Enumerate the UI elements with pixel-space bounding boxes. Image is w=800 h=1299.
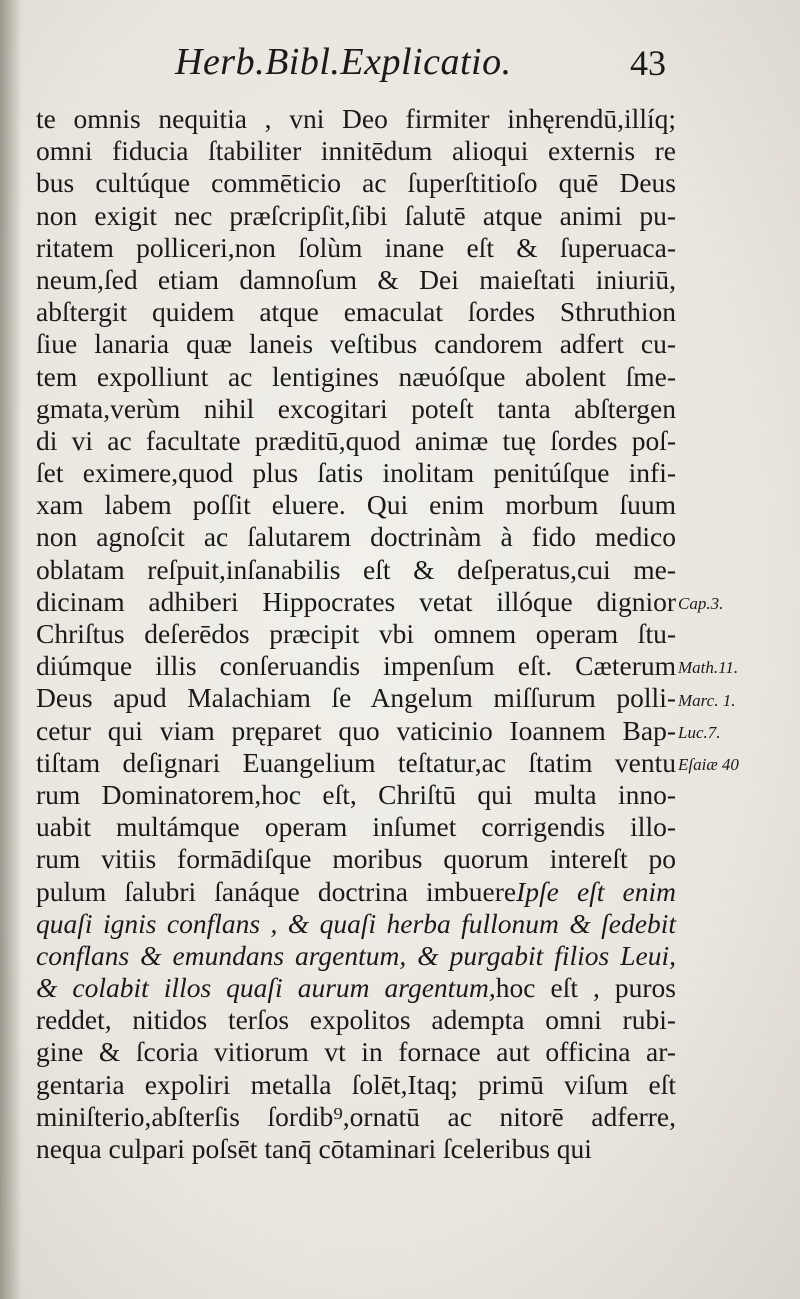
text-line-content: non agnoſcit ac ſalutarem doctrinàm à fido medico [36, 521, 676, 553]
margin-notes [678, 0, 796, 1299]
text-line-content: oblatam reſpuit,inſanabilis eſt & deſperatus,cui me- [36, 553, 676, 585]
margin-note: Eſaiæ 40 [678, 755, 739, 774]
text-line [36, 521, 676, 553]
page-number: 43 [630, 43, 666, 83]
text-line-italic: conflans & emundans argentum, & purgabit filios Leui, [36, 939, 676, 971]
text-line [36, 554, 676, 586]
text-line [36, 1004, 676, 1036]
text-line [36, 747, 676, 779]
page-gutter-shadow [0, 0, 22, 1299]
margin-note: Luc.7. [678, 722, 721, 742]
text-line-content: cetur qui viam pręparet quo vaticinio Ioannem Bap- [36, 714, 676, 746]
text-line-content: diúmque illis conſeruandis impenſum eſt. Cæterum [36, 650, 676, 682]
text-line [36, 1036, 676, 1068]
text-line [36, 843, 676, 875]
margin-note: Cap.3. [678, 594, 724, 613]
text-line [36, 361, 676, 393]
text-line [36, 393, 676, 425]
margin-note: Marc. 1. [678, 690, 736, 710]
text-line-content: dicinam adhiberi Hippocrates vetat illóque dignior [36, 585, 676, 617]
text-line-content: xam labem poſſit eluere. Qui enim morbum ſuum [36, 489, 676, 521]
text-line [36, 296, 676, 328]
text-line-content: ſiue lanaria quæ laneis veſtibus candorem adfert cu- [36, 328, 676, 360]
text-line [36, 135, 676, 167]
text-line-roman: pulum ſalubri ſanáque doctrina imbuere [36, 875, 517, 907]
main-text-block [36, 103, 676, 1165]
text-line-italic: quaſi ignis conflans , & quaſi herba fullonum & ſedebit [36, 907, 676, 939]
text-line [36, 103, 676, 135]
text-line-content: rum vitiis formādiſque moribus quorum intereſt po [36, 843, 676, 875]
text-line [36, 682, 676, 714]
text-line [36, 232, 676, 264]
text-line-content: rum Dominatorem,hoc eſt, Chriſtū qui multa inno- [36, 778, 676, 810]
text-line-content: reddet, nitidos terſos expolitos adempta omni rubi- [36, 1004, 676, 1036]
text-line [36, 200, 676, 232]
text-line [36, 1069, 676, 1101]
text-line [36, 264, 676, 296]
text-line [36, 1101, 676, 1133]
text-line [36, 586, 676, 618]
text-line-content: uabit multámque operam inſumet corrigendis illo- [36, 811, 676, 843]
text-line-roman: hoc eſt , puros [495, 972, 676, 1004]
text-line [36, 650, 676, 682]
text-line-content: omni fiducia ſtabiliter innitēdum alioqui externis re [36, 135, 676, 167]
text-line-italic: Ipſe eſt enim [516, 875, 676, 907]
text-line [36, 425, 676, 457]
text-line-content: bus cultúque commēticio ac ſuperſtitioſo quē Deus [36, 167, 676, 199]
text-line [36, 167, 676, 199]
text-line-content: miniſterio,abſterſis ſordib⁹,ornatū ac nitorē adferre, [36, 1100, 676, 1132]
page-header [175, 40, 695, 90]
text-line-italic: & colabit illos quaſi aurum argentum, [36, 972, 496, 1004]
text-line [36, 1133, 676, 1165]
margin-note: Math.11. [678, 658, 739, 678]
text-line [36, 457, 676, 489]
text-line [36, 489, 676, 521]
text-line [36, 908, 676, 940]
running-head: Herb.Bibl.Explicatio. [175, 41, 512, 83]
text-line [36, 618, 676, 650]
text-line [36, 940, 676, 972]
text-line-content: tem expolliunt ac lentigines næuóſque abolent ſme- [36, 360, 676, 392]
text-line [36, 715, 676, 747]
text-line [36, 328, 676, 360]
text-line-content: Deus apud Malachiam ſe Angelum miſſurum polli- [36, 682, 676, 714]
text-line [36, 972, 676, 1004]
text-line [36, 779, 676, 811]
text-line-content: gmata,verùm nihil excogitari poteſt tanta abſtergen [36, 392, 676, 424]
text-line-content: gine & ſcoria vitiorum vt in fornace aut officina ar- [36, 1036, 676, 1068]
text-line-content: gentaria expoliri metalla ſolēt,Itaq; primū viſum eſt [36, 1068, 676, 1100]
text-line-content: ritatem polliceri,non ſolùm inane eſt & ſuperuaca- [36, 231, 676, 263]
text-line-content: non exigit nec præſcripſit,ſibi ſalutē atque animi pu- [36, 199, 676, 231]
text-line-content: Chriſtus deſerēdos præcipit vbi omnem operam ſtu- [36, 618, 676, 649]
text-line-content: te omnis nequitia , vni Deo firmiter inhęrendū,illíq; [36, 103, 676, 134]
text-line-content: di vi ac facultate præditū,quod animæ tuę ſordes poſ- [36, 424, 676, 456]
text-line-content: abſtergit quidem atque emaculat ſordes Sthruthion [36, 296, 676, 328]
text-line [36, 876, 676, 908]
text-line [36, 811, 676, 843]
text-line-content: ſet eximere,quod plus ſatis inolitam penitúſque infi- [36, 457, 676, 489]
text-line-content: neum,ſed etiam damnoſum & Dei maieſtati iniuriū, [36, 263, 676, 295]
text-line-content: tiſtam deſignari Euangelium teſtatur,ac ſtatim ventu [36, 746, 676, 778]
text-line-content: nequa culpari poſsēt tanq̄ cōtaminari ſceleribus qui [36, 1133, 592, 1164]
